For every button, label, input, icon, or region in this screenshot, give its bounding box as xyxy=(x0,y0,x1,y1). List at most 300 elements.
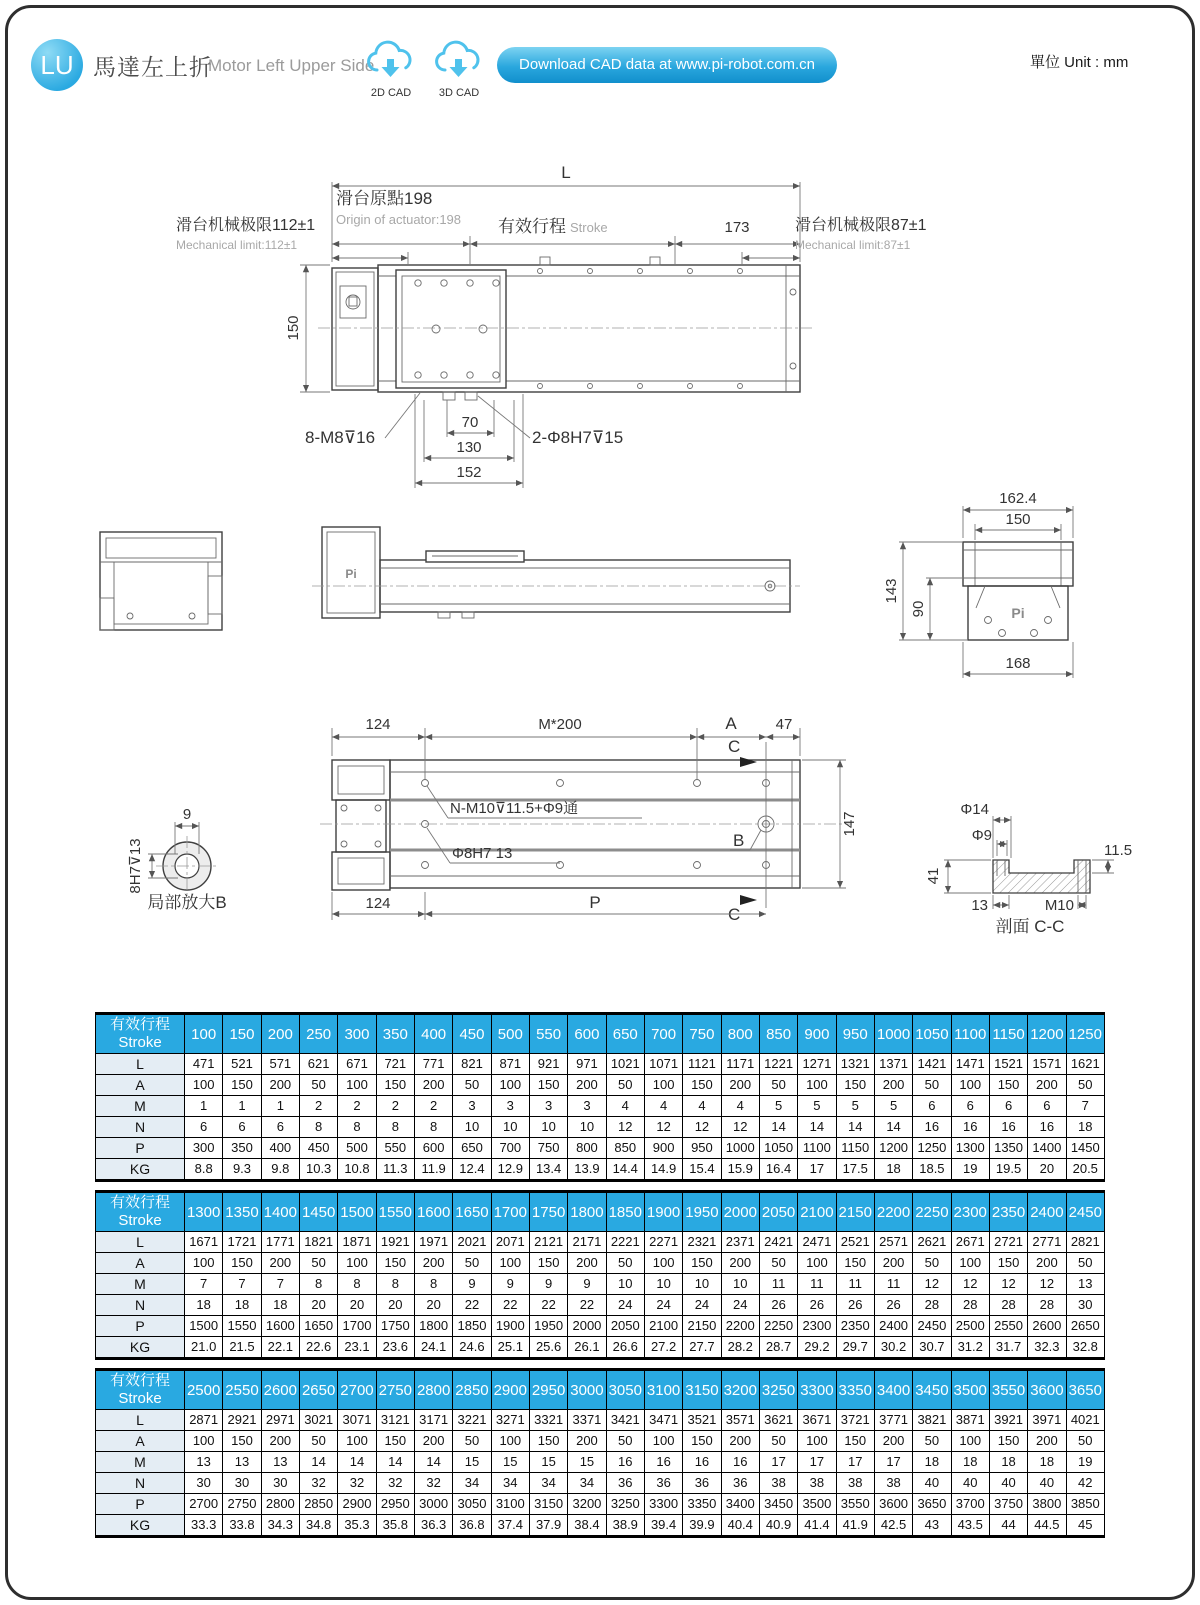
table-cell: 28 xyxy=(951,1295,989,1316)
download-cad-button[interactable]: Download CAD data at www.pi-robot.com.cn xyxy=(497,47,837,83)
table-cell: 1600 xyxy=(261,1316,299,1337)
table-cell: 44.5 xyxy=(1028,1515,1066,1537)
table-cell: 22 xyxy=(529,1295,567,1316)
table-cell: 150 xyxy=(683,1253,721,1274)
table-cell: 38.9 xyxy=(606,1515,644,1537)
table-cell: 24 xyxy=(644,1295,682,1316)
table-cell: 2000 xyxy=(568,1316,606,1337)
table-cell: 8 xyxy=(414,1117,452,1138)
table-cell: 2571 xyxy=(874,1232,912,1253)
table-cell: 34 xyxy=(568,1473,606,1494)
page-subtitle: Motor Left Upper Side xyxy=(208,56,375,75)
stroke-header-cell: 3650 xyxy=(1066,1370,1104,1410)
table-cell: 25.6 xyxy=(529,1337,567,1359)
table-cell: 1071 xyxy=(644,1054,682,1075)
table-cell: 14.4 xyxy=(606,1159,644,1181)
table-cell: 38 xyxy=(836,1473,874,1494)
table-cell: 11 xyxy=(759,1274,797,1295)
stroke-header-cell: 3600 xyxy=(1028,1370,1066,1410)
stroke-header-cell: 1200 xyxy=(1028,1014,1066,1054)
table-cell: 450 xyxy=(299,1138,337,1159)
table-cell: 3771 xyxy=(874,1410,912,1431)
table-cell: 17 xyxy=(836,1452,874,1473)
table-cell: 2721 xyxy=(989,1232,1027,1253)
unit-label: 單位 Unit : mm xyxy=(1030,54,1129,71)
table-cell: 721 xyxy=(376,1054,414,1075)
table-cell: 29.2 xyxy=(798,1337,836,1359)
table-cell: 13.9 xyxy=(568,1159,606,1181)
table-cell: 19 xyxy=(951,1159,989,1181)
table-cell: 11 xyxy=(836,1274,874,1295)
table-cell: 18 xyxy=(1028,1452,1066,1473)
stroke-header-cell: 1800 xyxy=(568,1192,606,1232)
stroke-header-cell: 1650 xyxy=(453,1192,491,1232)
table-cell: 200 xyxy=(1028,1075,1066,1096)
stroke-header-cell: 2850 xyxy=(453,1370,491,1410)
stroke-header-cell: 3050 xyxy=(606,1370,644,1410)
side-view xyxy=(312,527,800,618)
table-cell: 1371 xyxy=(874,1054,912,1075)
table-cell: 12 xyxy=(606,1117,644,1138)
table-cell: 5 xyxy=(759,1096,797,1117)
table-cell: 3071 xyxy=(338,1410,376,1431)
table-cell: 200 xyxy=(721,1431,759,1452)
table-cell: 50 xyxy=(453,1431,491,1452)
table-cell: 1150 xyxy=(836,1138,874,1159)
stroke-header-cell: 2700 xyxy=(338,1370,376,1410)
table-cell: 20 xyxy=(1028,1159,1066,1181)
stroke-header-cell: 1100 xyxy=(951,1014,989,1054)
row-label: M xyxy=(96,1096,185,1117)
dim-168-label: 168 xyxy=(1005,655,1031,672)
section-arrow-icon xyxy=(740,895,757,905)
stroke-header-cell: 2150 xyxy=(836,1192,874,1232)
table-cell: 22 xyxy=(453,1295,491,1316)
table-cell: 18 xyxy=(951,1452,989,1473)
table-cell: 150 xyxy=(989,1431,1027,1452)
table-cell: 200 xyxy=(874,1075,912,1096)
table-cell: 150 xyxy=(836,1253,874,1274)
table-cell: 8 xyxy=(299,1274,337,1295)
table-cell: 14 xyxy=(338,1452,376,1473)
table-cell: 8 xyxy=(414,1274,452,1295)
table-cell: 3500 xyxy=(798,1494,836,1515)
limit-left-label-en: Mechanical limit:112±1 xyxy=(176,238,298,252)
table-cell: 571 xyxy=(261,1054,299,1075)
table-cell: 821 xyxy=(453,1054,491,1075)
table-cell: 2 xyxy=(338,1096,376,1117)
table-cell: 50 xyxy=(299,1075,337,1096)
label-b: B xyxy=(733,831,745,850)
table-cell: 36 xyxy=(606,1473,644,1494)
dim-m10-label: M10 xyxy=(1044,897,1074,914)
table-cell: 41.9 xyxy=(836,1515,874,1537)
table-cell: 50 xyxy=(1066,1253,1104,1274)
table-cell: 671 xyxy=(338,1054,376,1075)
table-cell: 3 xyxy=(568,1096,606,1117)
table-cell: 8 xyxy=(376,1117,414,1138)
table-cell: 850 xyxy=(606,1138,644,1159)
table-cell: 150 xyxy=(529,1431,567,1452)
table-cell: 2550 xyxy=(989,1316,1027,1337)
table-cell: 35.8 xyxy=(376,1515,414,1537)
table-cell: 16 xyxy=(721,1452,759,1473)
table-cell: 20.5 xyxy=(1066,1159,1104,1181)
table-cell: 13.4 xyxy=(529,1159,567,1181)
table-cell: 1500 xyxy=(185,1316,223,1337)
table-cell: 3471 xyxy=(644,1410,682,1431)
table-cell: 1700 xyxy=(338,1316,376,1337)
page-title: 馬達左上折 xyxy=(93,54,213,80)
dim-8h7-label: 8H7⊽13 xyxy=(127,838,144,894)
table-cell: 22 xyxy=(568,1295,606,1316)
table-cell: 8 xyxy=(338,1274,376,1295)
screw-callout-label: 8-M8⊽16 xyxy=(305,428,376,447)
table-cell: 24.6 xyxy=(453,1337,491,1359)
table-cell: 9 xyxy=(568,1274,606,1295)
table-cell: 2671 xyxy=(951,1232,989,1253)
table-cell: 31.7 xyxy=(989,1337,1027,1359)
detail-b-caption: 局部放大B xyxy=(147,893,227,912)
table-cell: 3600 xyxy=(874,1494,912,1515)
table-cell: 2100 xyxy=(644,1316,682,1337)
table-cell: 100 xyxy=(185,1075,223,1096)
table-cell: 3300 xyxy=(644,1494,682,1515)
table-cell: 2250 xyxy=(759,1316,797,1337)
origin-label-zh: 滑台原點198 xyxy=(336,189,433,208)
table-cell: 50 xyxy=(606,1431,644,1452)
table-cell: 750 xyxy=(529,1138,567,1159)
table-cell: 36 xyxy=(683,1473,721,1494)
table-cell: 10 xyxy=(606,1274,644,1295)
table-cell: 2950 xyxy=(376,1494,414,1515)
table-cell: 11.3 xyxy=(376,1159,414,1181)
row-label: N xyxy=(96,1473,185,1494)
table-cell: 621 xyxy=(299,1054,337,1075)
table-cell: 2221 xyxy=(606,1232,644,1253)
table-cell: 12 xyxy=(989,1274,1027,1295)
table-cell: 1 xyxy=(261,1096,299,1117)
table-cell: 100 xyxy=(644,1431,682,1452)
table-cell: 100 xyxy=(338,1075,376,1096)
table-cell: 771 xyxy=(414,1054,452,1075)
table-cell: 15.9 xyxy=(721,1159,759,1181)
table-cell: 16 xyxy=(951,1117,989,1138)
table-cell: 200 xyxy=(261,1431,299,1452)
table-cell: 150 xyxy=(223,1431,261,1452)
table-cell: 3650 xyxy=(913,1494,951,1515)
row-label: KG xyxy=(96,1159,185,1181)
table-cell: 2350 xyxy=(836,1316,874,1337)
table-cell: 1950 xyxy=(529,1316,567,1337)
table-cell: 6 xyxy=(951,1096,989,1117)
table-cell: 1321 xyxy=(836,1054,874,1075)
table-cell: 150 xyxy=(376,1253,414,1274)
table-cell: 14 xyxy=(798,1117,836,1138)
table-cell: 10 xyxy=(529,1117,567,1138)
table-cell: 9.3 xyxy=(223,1159,261,1181)
table-cell: 20 xyxy=(376,1295,414,1316)
table-cell: 26.1 xyxy=(568,1337,606,1359)
table-cell: 1 xyxy=(185,1096,223,1117)
table-cell: 500 xyxy=(338,1138,376,1159)
hole-callout-label: N-M10⊽11.5+Φ9通 xyxy=(450,800,579,817)
table-cell: 871 xyxy=(491,1054,529,1075)
table-cell: 14 xyxy=(414,1452,452,1473)
table-cell: 1871 xyxy=(338,1232,376,1253)
table-cell: 32.8 xyxy=(1066,1337,1104,1359)
table-cell: 6 xyxy=(913,1096,951,1117)
table-cell: 50 xyxy=(1066,1431,1104,1452)
stroke-header-cell: 950 xyxy=(836,1014,874,1054)
table-cell: 12.9 xyxy=(491,1159,529,1181)
label-a: A xyxy=(725,714,737,733)
table-cell: 39.4 xyxy=(644,1515,682,1537)
table-cell: 9 xyxy=(529,1274,567,1295)
table-cell: 100 xyxy=(338,1431,376,1452)
stroke-header-cell: 700 xyxy=(644,1014,682,1054)
table-cell: 16 xyxy=(683,1452,721,1473)
table-cell: 18 xyxy=(989,1452,1027,1473)
table-cell: 3321 xyxy=(529,1410,567,1431)
table-cell: 2971 xyxy=(261,1410,299,1431)
table-cell: 18 xyxy=(185,1295,223,1316)
table-cell: 10 xyxy=(644,1274,682,1295)
table-cell: 38 xyxy=(798,1473,836,1494)
table-cell: 1650 xyxy=(299,1316,337,1337)
table-cell: 16.4 xyxy=(759,1159,797,1181)
table-cell: 29.7 xyxy=(836,1337,874,1359)
table-cell: 13 xyxy=(261,1452,299,1473)
table-cell: 100 xyxy=(185,1431,223,1452)
table-cell: 50 xyxy=(913,1431,951,1452)
table-cell: 9 xyxy=(453,1274,491,1295)
table-cell: 34 xyxy=(491,1473,529,1494)
table-cell: 150 xyxy=(989,1075,1027,1096)
table-cell: 18 xyxy=(223,1295,261,1316)
right-end-view xyxy=(883,490,1073,678)
table-cell: 17 xyxy=(874,1452,912,1473)
table-cell: 100 xyxy=(951,1431,989,1452)
stroke-header-cell: 1750 xyxy=(529,1192,567,1232)
table-cell: 1900 xyxy=(491,1316,529,1337)
table-cell: 3271 xyxy=(491,1410,529,1431)
table-cell: 1671 xyxy=(185,1232,223,1253)
table-cell: 350 xyxy=(223,1138,261,1159)
table-cell: 200 xyxy=(261,1075,299,1096)
table-cell: 42 xyxy=(1066,1473,1104,1494)
table-cell: 3100 xyxy=(491,1494,529,1515)
table-cell: 15 xyxy=(453,1452,491,1473)
stroke-header-cell: 850 xyxy=(759,1014,797,1054)
stroke-header-cell: 2750 xyxy=(376,1370,414,1410)
table-cell: 26 xyxy=(874,1295,912,1316)
table-cell: 200 xyxy=(568,1253,606,1274)
table-cell: 3550 xyxy=(836,1494,874,1515)
table-cell: 2300 xyxy=(798,1316,836,1337)
table-cell: 40 xyxy=(951,1473,989,1494)
table-cell: 19.5 xyxy=(989,1159,1027,1181)
table-cell: 3850 xyxy=(1066,1494,1104,1515)
left-end-view xyxy=(100,532,222,630)
table-cell: 200 xyxy=(568,1431,606,1452)
table-cell: 50 xyxy=(913,1075,951,1096)
table-cell: 100 xyxy=(491,1075,529,1096)
dim-47-label: 47 xyxy=(775,716,793,733)
table-cell: 30 xyxy=(1066,1295,1104,1316)
dim-41-label: 41 xyxy=(925,867,942,885)
stroke-header-cell: 350 xyxy=(376,1014,414,1054)
stroke-header-label: 有效行程 Stroke xyxy=(96,1192,185,1232)
table-cell: 28 xyxy=(1028,1295,1066,1316)
table-cell: 30 xyxy=(185,1473,223,1494)
table-cell: 3250 xyxy=(606,1494,644,1515)
section-c-top-label: C xyxy=(728,737,741,756)
stroke-header-cell: 2500 xyxy=(185,1370,223,1410)
table-cell: 2400 xyxy=(874,1316,912,1337)
table-cell: 23.6 xyxy=(376,1337,414,1359)
stroke-header-cell: 2950 xyxy=(529,1370,567,1410)
table-cell: 150 xyxy=(529,1253,567,1274)
stroke-header-cell: 3450 xyxy=(913,1370,951,1410)
table-cell: 23.1 xyxy=(338,1337,376,1359)
table-cell: 24 xyxy=(683,1295,721,1316)
table-cell: 471 xyxy=(185,1054,223,1075)
table-cell: 28 xyxy=(913,1295,951,1316)
table-cell: 2621 xyxy=(913,1232,951,1253)
stroke-header-cell: 1300 xyxy=(185,1192,223,1232)
table-cell: 200 xyxy=(414,1253,452,1274)
table-cell: 921 xyxy=(529,1054,567,1075)
table-cell: 1 xyxy=(223,1096,261,1117)
dim-l-label: L xyxy=(561,163,571,182)
table-cell: 3200 xyxy=(568,1494,606,1515)
table-cell: 32.3 xyxy=(1028,1337,1066,1359)
top-view xyxy=(176,163,927,488)
table-cell: 50 xyxy=(299,1431,337,1452)
stroke-header-cell: 3100 xyxy=(644,1370,682,1410)
table-cell: 30.2 xyxy=(874,1337,912,1359)
table-cell: 16 xyxy=(989,1117,1027,1138)
table-cell: 17 xyxy=(759,1452,797,1473)
label-p: P xyxy=(589,893,601,912)
table-cell: 10.3 xyxy=(299,1159,337,1181)
table-cell: 100 xyxy=(491,1431,529,1452)
stroke-header-cell: 400 xyxy=(414,1014,452,1054)
table-cell: 38 xyxy=(874,1473,912,1494)
stroke-header-cell: 3150 xyxy=(683,1370,721,1410)
table-cell: 33.8 xyxy=(223,1515,261,1537)
section-cc-caption: 剖面 C-C xyxy=(995,917,1065,936)
table-cell: 2 xyxy=(414,1096,452,1117)
table-cell: 14 xyxy=(874,1117,912,1138)
table-cell: 521 xyxy=(223,1054,261,1075)
model-code-badge: LU xyxy=(31,39,83,91)
detail-b-view xyxy=(127,806,227,912)
table-cell: 200 xyxy=(721,1075,759,1096)
table-cell: 2921 xyxy=(223,1410,261,1431)
table-cell: 2121 xyxy=(529,1232,567,1253)
table-cell: 3571 xyxy=(721,1410,759,1431)
table-cell: 28.2 xyxy=(721,1337,759,1359)
row-label: P xyxy=(96,1316,185,1337)
table-cell: 9 xyxy=(491,1274,529,1295)
row-label: N xyxy=(96,1117,185,1138)
table-cell: 24.1 xyxy=(414,1337,452,1359)
table-cell: 3721 xyxy=(836,1410,874,1431)
table-cell: 900 xyxy=(644,1138,682,1159)
table-cell: 1271 xyxy=(798,1054,836,1075)
dim-130-label: 130 xyxy=(456,439,482,456)
row-label: KG xyxy=(96,1337,185,1359)
stroke-header-cell: 550 xyxy=(529,1014,567,1054)
dim-9-label: 9 xyxy=(182,806,192,823)
table-cell: 1050 xyxy=(759,1138,797,1159)
table-cell: 18 xyxy=(1066,1117,1104,1138)
table-cell: 5 xyxy=(836,1096,874,1117)
table-cell: 1771 xyxy=(261,1232,299,1253)
limit-right-label-en: Mechanical limit:87±1 xyxy=(795,238,911,252)
table-cell: 1721 xyxy=(223,1232,261,1253)
table-cell: 26.6 xyxy=(606,1337,644,1359)
stroke-label-zh: 有效行程 xyxy=(498,217,566,236)
table-cell: 50 xyxy=(759,1075,797,1096)
table-cell: 7 xyxy=(185,1274,223,1295)
table-cell: 42.5 xyxy=(874,1515,912,1537)
table-cell: 100 xyxy=(185,1253,223,1274)
table-cell: 18 xyxy=(913,1452,951,1473)
table-cell: 200 xyxy=(414,1075,452,1096)
table-cell: 3400 xyxy=(721,1494,759,1515)
stroke-table-2 xyxy=(95,1190,1105,1360)
table-cell: 2 xyxy=(376,1096,414,1117)
table-cell: 1750 xyxy=(376,1316,414,1337)
table-cell: 50 xyxy=(913,1253,951,1274)
table-cell: 2150 xyxy=(683,1316,721,1337)
table-cell: 27.2 xyxy=(644,1337,682,1359)
limit-left-label-zh: 滑台机械极限112±1 xyxy=(176,217,316,234)
table-cell: 38 xyxy=(759,1473,797,1494)
stroke-header-cell: 2400 xyxy=(1028,1192,1066,1232)
table-cell: 8 xyxy=(338,1117,376,1138)
dim-phi14-label: Φ14 xyxy=(960,801,989,818)
row-label: M xyxy=(96,1274,185,1295)
table-cell: 6 xyxy=(185,1117,223,1138)
table-cell: 2200 xyxy=(721,1316,759,1337)
table-cell: 1221 xyxy=(759,1054,797,1075)
table-cell: 2600 xyxy=(1028,1316,1066,1337)
row-label: A xyxy=(96,1431,185,1452)
table-cell: 2071 xyxy=(491,1232,529,1253)
table-cell: 11 xyxy=(798,1274,836,1295)
table-cell: 2900 xyxy=(338,1494,376,1515)
table-cell: 3421 xyxy=(606,1410,644,1431)
table-cell: 22.1 xyxy=(261,1337,299,1359)
table-cell: 35.3 xyxy=(338,1515,376,1537)
dowel-hole-callout-label: Φ8H7 13 xyxy=(452,845,513,862)
table-cell: 1421 xyxy=(913,1054,951,1075)
stroke-header-cell: 200 xyxy=(261,1014,299,1054)
table-cell: 150 xyxy=(223,1075,261,1096)
table-cell: 1450 xyxy=(1066,1138,1104,1159)
stroke-header-cell: 2450 xyxy=(1066,1192,1104,1232)
table-cell: 3021 xyxy=(299,1410,337,1431)
table-cell: 1100 xyxy=(798,1138,836,1159)
table-cell: 6 xyxy=(989,1096,1027,1117)
table-cell: 8.8 xyxy=(185,1159,223,1181)
table-cell: 3921 xyxy=(989,1410,1027,1431)
dim-147-label: 147 xyxy=(841,811,858,837)
